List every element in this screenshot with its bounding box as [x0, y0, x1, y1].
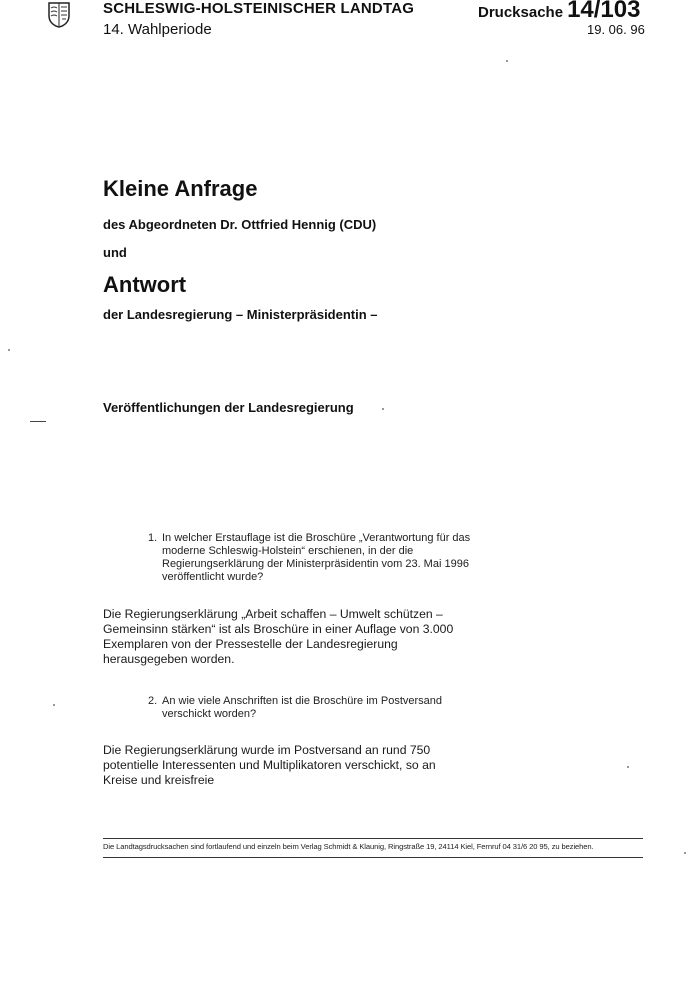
question-2 [148, 695, 498, 723]
scan-speck [506, 60, 508, 62]
margin-mark [30, 421, 46, 422]
scan-speck [382, 408, 384, 410]
question-number: 2. [148, 695, 158, 707]
footer-rule-bottom [103, 857, 643, 858]
respondent-line: der Landesregierung – Ministerpräsidentin – [103, 307, 378, 322]
scan-speck [684, 852, 686, 854]
parliament-title: SCHLESWIG-HOLSTEINISCHER LANDTAG [103, 0, 415, 17]
author-line: des Abgeordneten Dr. Ottfried Hennig (CDU) [103, 217, 377, 232]
footer-note: Die Landtagsdrucksachen sind fortlaufend und einzeln beim Verlag Schmidt & Klaunig, Ringstraße 19, 24114 Kiel, Fernruf 04 31/6 20 95, zu beziehen. [103, 842, 594, 851]
drucksache-label: Drucksache [478, 4, 564, 21]
question-text: In welcher Erstauflage ist die Broschüre „Verantwortung für das moderne Schleswig-Holstein“ erschienen, in der die Regierungserklärung der Ministerpräsidentin vom 23. Mai 1996 veröffentlicht wurde? [162, 532, 471, 583]
scan-speck [53, 704, 55, 706]
scan-speck [8, 349, 10, 351]
drucksache-number: 14/103 [567, 0, 641, 23]
heading-kleine-anfrage: Kleine Anfrage [103, 176, 258, 201]
electoral-period: 14. Wahlperiode [103, 21, 212, 38]
heading-antwort: Antwort [103, 272, 187, 297]
document-date: 19. 06. 96 [587, 22, 645, 37]
question-text: An wie viele Anschriften ist die Broschüre im Postversand verschickt worden? [162, 695, 443, 720]
question-number: 1. [148, 532, 158, 544]
scan-speck [627, 766, 629, 768]
conjunction: und [103, 245, 127, 260]
coat-of-arms-icon [48, 2, 70, 28]
answer-1: Die Regierungserklärung „Arbeit schaffen – Umwelt schützen – Gemeinsinn stärken“ ist als Broschüre in einer Auflage von 3.000 Exemplaren von der Pressestelle der Landesregierung herausgegeben worden. [103, 607, 454, 666]
question-1 [148, 532, 498, 586]
answer-2: Die Regierungserklärung wurde im Postversand an rund 750 potentielle Interessenten und Multiplikatoren verschickt, so an Kreise und kreisfreie [103, 743, 436, 787]
footer-rule-top [103, 838, 643, 839]
document-number [478, 0, 640, 24]
subject-line: Veröffentlichungen der Landesregierung [103, 400, 354, 415]
